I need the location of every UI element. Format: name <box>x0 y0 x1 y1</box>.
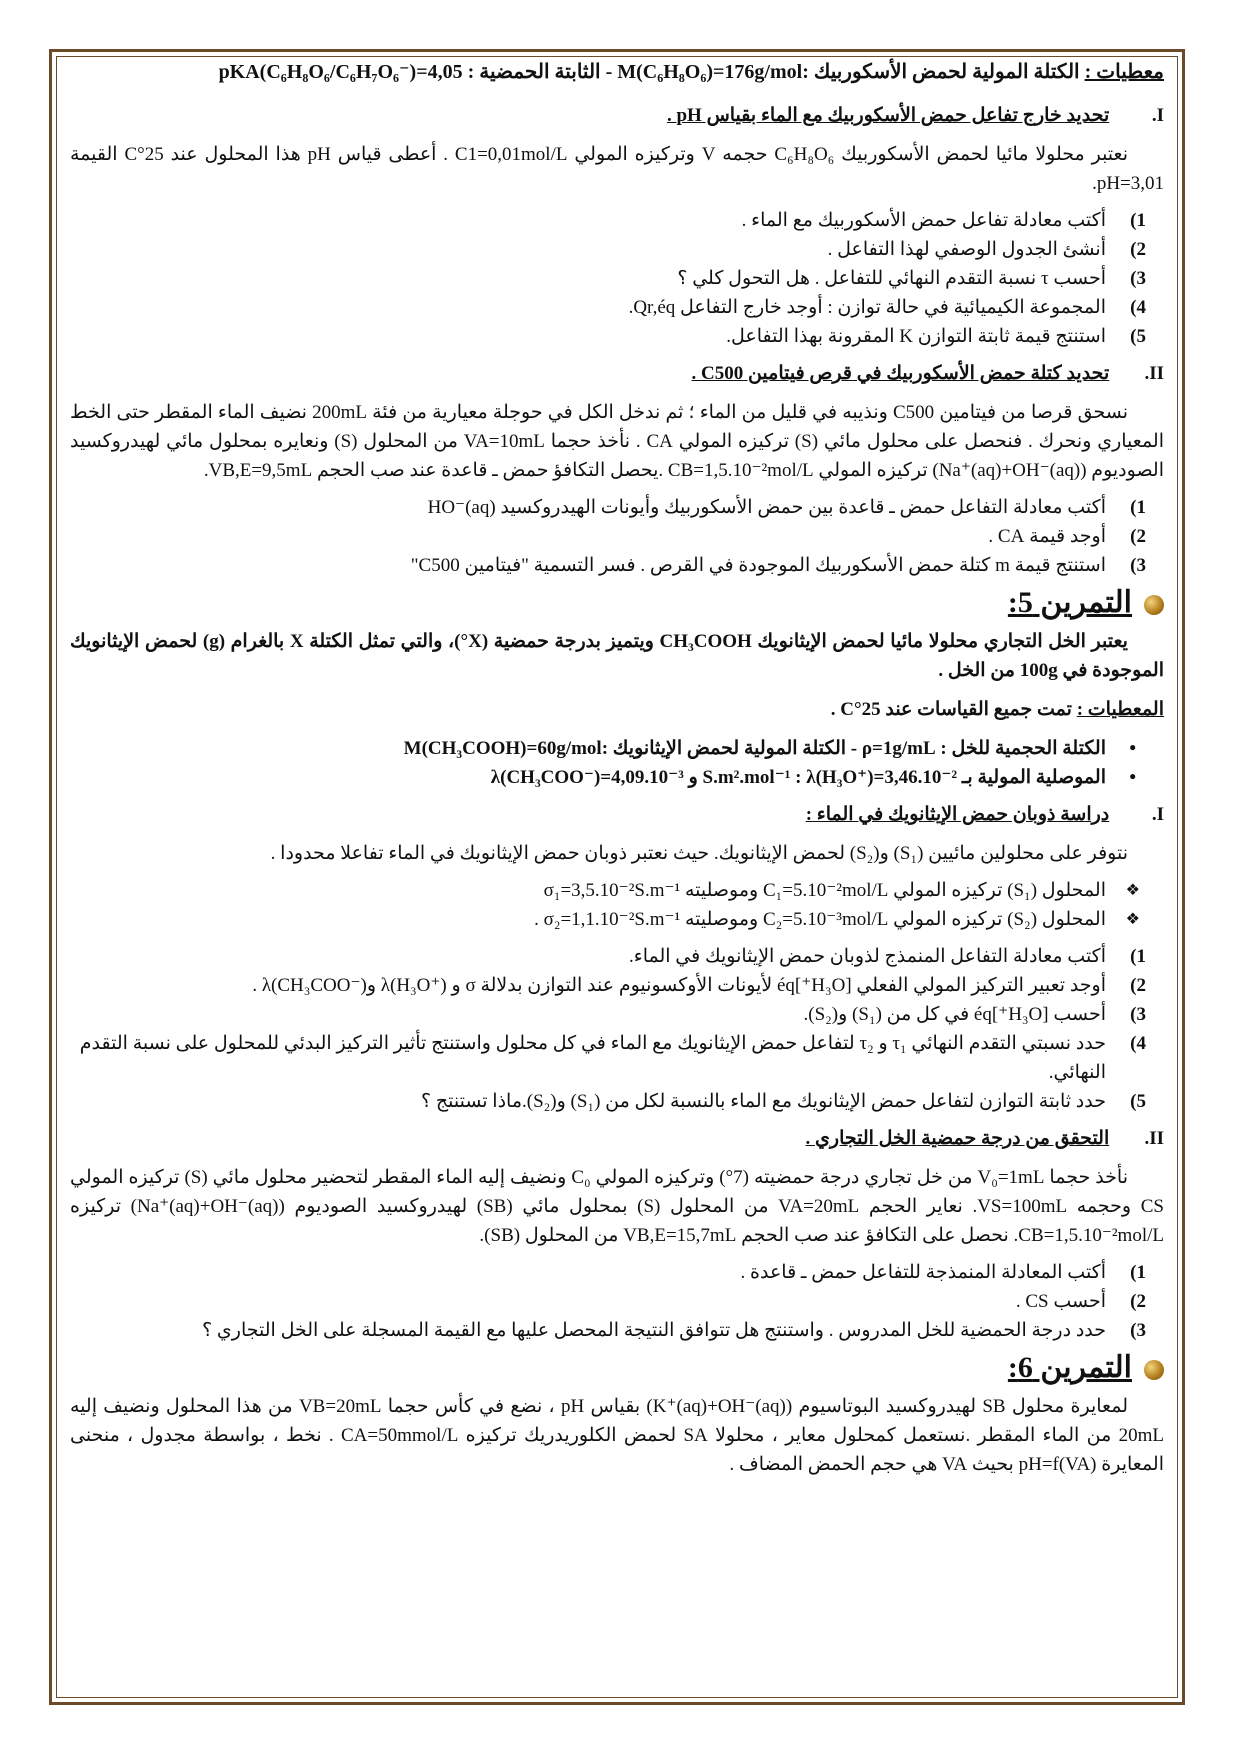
question-item: 3) أحسب τ نسبة التقدم النهائي للتفاعل . هل التحول كلي ؟ <box>677 268 1146 289</box>
exercise5-data-text: تمت جميع القياسات عند 25°C . <box>830 699 1072 720</box>
page-frame <box>49 49 1185 1705</box>
bullet-item: • الموصلية المولية بـ S.m².mol⁻¹ : λ(H₃O⁺)=3,46.10⁻² و λ(CH₃COO⁻)=4,09.10⁻³ <box>70 763 1164 792</box>
ex5-part1-questions <box>70 942 1164 1116</box>
bullet-dot-icon: • <box>1129 738 1136 759</box>
question-item: 5) حدد ثابتة التوازن لتفاعل حمض الإيثانويك مع الماء بالنسبة لكل من (S₁) و(S₂).ماذا تستنتج ؟ <box>421 1091 1146 1112</box>
diamond-bullet-icon: ❖ <box>1125 882 1140 899</box>
question-item: 3) حدد درجة الحمضية للخل المدروس . واستنتج هل تتوافق النتيجة المحصل عليها مع القيمة المسجلة على الخل التجاري ؟ <box>202 1320 1146 1341</box>
solution-item: ❖ المحلول (S₁) تركيزه المولي C₁=5.10⁻²mol/L وموصليته σ₁=3,5.10⁻²S.m⁻¹ <box>70 876 1164 905</box>
part2-questions <box>70 493 1164 580</box>
ex5-part1-heading <box>70 800 1164 829</box>
bullet-item: • الكتلة الحجمية للخل : ρ=1g/mL - الكتلة المولية لحمض الإيثانويك :M(CH₃COOH)=60g/mol <box>70 734 1164 763</box>
ex5-part2-paragraph: نأخذ حجما V₀=1mL من خل تجاري درجة حمضيته (7°) وتركيزه المولي C₀ ونضيف إليه الماء المقطر لتحضير محلول مائي (S) تركيزه المولي CS وحجمه VS=100mL. نعاير الحجم VA=20mL من المحلول (S) بمحلول مائي (SB) لهيدروكسيد الصوديوم (Na⁺(aq)+OH⁻(aq)) تركيزه CB=1,5.10⁻²mol/L. نحصل على التكافؤ عند صب الحجم VB,E=15,7mL من المحلول (SB). <box>70 1167 1164 1246</box>
question-item: 1) أكتب معادلة التفاعل المنمذج لذوبان حمض الإيثانويك في الماء. <box>629 946 1146 967</box>
part1-paragraph: نعتبر محلولا مائيا لحمض الأسكوربيك C₆H₈O₆ حجمه V وتركيزه المولي C1=0,01mol/L . أعطى قياس pH هذا المحلول عند 25°C القيمة pH=3,01. <box>70 144 1164 194</box>
part1-questions <box>70 206 1164 351</box>
part1-title: تحديد خارج تفاعل حمض الأسكوربيك مع الماء بقياس pH . <box>666 105 1110 126</box>
question-item: 1) أكتب معادلة التفاعل حمض ـ قاعدة بين حمض الأسكوربيك وأيونات الهيدروكسيد HO⁻(aq) <box>427 497 1146 518</box>
data-header-text: الكتلة المولية لحمض الأسكوربيك :M(C₆H₈O₆)=176g/mol - الثابتة الحمضية : pKA(C₆H₈O₆/C₆H₇O₆⁻)=4,05 <box>218 61 1080 83</box>
ex5-part1-title: دراسة ذوبان حمض الإيثانويك في الماء : <box>805 804 1110 825</box>
question-item: 3) أحسب [H₃O⁺]éq في كل من (S₁) و(S₂). <box>803 1004 1146 1025</box>
exercise6-paragraph: لمعايرة محلول SB لهيدروكسيد البوتاسيوم (K⁺(aq)+OH⁻(aq)) بقياس pH ، نضع في كأس حجما VB=20mL من هذا المحلول ونضيف إليه 20mL من الماء المقطر .نستعمل كمحلول معاير ، محلولا SA لحمض الكلوريدريك تركيزه CA=50mmol/L . نخط ، بواسطة مجدول ، منحنى المعايرة pH=f(VA) بحيث VA هي حجم الحمض المضاف . <box>70 1396 1164 1475</box>
page-content <box>70 58 1164 1487</box>
data-header <box>70 58 1164 87</box>
bullet-ball-icon <box>1144 595 1164 615</box>
part2-heading <box>70 359 1164 388</box>
question-item: 2) أنشئ الجدول الوصفي لهذا التفاعل . <box>827 239 1146 260</box>
exercise5-intro: يعتبر الخل التجاري محلولا مائيا لحمض الإيثانويك CH₃COOH ويتميز بدرجة حمضية (X°)، والتي تمثل الكتلة X بالغرام (g) لحمض الإيثانويك الموجودة في 100g من الخل . <box>70 631 1164 681</box>
diamond-bullet-icon: ❖ <box>1125 911 1140 928</box>
part1-heading <box>70 101 1164 130</box>
data-header-label: معطيات : <box>1084 61 1164 83</box>
question-item: 5) استنتج قيمة ثابتة التوازن K المقرونة بهذا التفاعل. <box>726 326 1146 347</box>
question-item: 1) أكتب المعادلة المنمذجة للتفاعل حمض ـ قاعدة . <box>740 1262 1146 1283</box>
question-item: 1) أكتب معادلة تفاعل حمض الأسكوربيك مع الماء . <box>741 210 1146 231</box>
ex5-part2-heading <box>70 1124 1164 1153</box>
question-item: 4) حدد نسبتي التقدم النهائي τ₁ و τ₂ لتفاعل حمض الإيثانويك مع الماء في كل محلول واستنتج تأثير التركيز البدئي للمحلول على نسبة التقدم النهائي. <box>79 1033 1146 1083</box>
exercise5-bullets <box>70 734 1164 792</box>
exercise5-title: التمرين 5: <box>70 588 1164 617</box>
ex5-part2-number: II. <box>1144 1128 1164 1149</box>
question-item: 4) المجموعة الكيميائية في حالة توازن : أوجد خارج التفاعل Qr,éq. <box>628 297 1146 318</box>
ex5-part2-title: التحقق من درجة حمضية الخل التجاري . <box>805 1128 1110 1149</box>
part2-title: تحديد كتلة حمض الأسكوربيك في قرص فيتامين C500 . <box>691 363 1110 384</box>
solution-item: ❖ المحلول (S₂) تركيزه المولي C₂=5.10⁻³mol/L وموصليته σ₂=1,1.10⁻²S.m⁻¹ . <box>70 905 1164 934</box>
ex5-part2-questions <box>70 1258 1164 1345</box>
question-item: 2) أوجد قيمة CA . <box>988 526 1146 547</box>
exercise5-data <box>70 695 1164 724</box>
question-item: 2) أوجد تعبير التركيز المولي الفعلي [H₃O⁺]éq لأيونات الأوكسونيوم عند التوازن بدلالة σ و λ(H₃O⁺) وλ(CH₃COO⁻) . <box>252 975 1146 996</box>
exercise5-data-label: المعطيات : <box>1076 699 1164 720</box>
ex5-solutions <box>70 876 1164 934</box>
part2-paragraph: نسحق قرصا من فيتامين C500 ونذيبه في قليل من الماء ؛ ثم ندخل الكل في حوجلة معيارية من فئة 200mL نضيف الماء المقطر حتى الخط المعياري ونحرك . فنحصل على محلول مائي (S) تركيزه المولي CA . نأخذ حجما VA=10mL من المحلول (S) ونعايره بمحلول مائي لهيدروكسيد الصوديوم (Na⁺(aq)+OH⁻(aq)) تركيزه المولي CB=1,5.10⁻²mol/L .يحصل التكافؤ حمض ـ قاعدة عند صب الحجم VB,E=9,5mL. <box>70 402 1164 481</box>
exercise6-title: التمرين 6: <box>70 1353 1164 1382</box>
ex5-part1-number: I. <box>1151 804 1164 825</box>
part2-number: II. <box>1144 363 1164 384</box>
question-item: 3) استنتج قيمة m كتلة حمض الأسكوربيك الموجودة في القرص . فسر التسمية "فيتامين C500" <box>410 555 1146 576</box>
bullet-dot-icon: • <box>1129 767 1136 788</box>
ex5-part1-paragraph: نتوفر على محلولين مائيين (S₁) و(S₂) لحمض الإيثانويك. حيث نعتبر ذوبان حمض الإيثانويك في الماء تفاعلا محدودا . <box>270 843 1128 864</box>
part1-number: I. <box>1151 105 1164 126</box>
bullet-ball-icon <box>1144 1360 1164 1380</box>
question-item: 2) أحسب CS . <box>1015 1291 1146 1312</box>
